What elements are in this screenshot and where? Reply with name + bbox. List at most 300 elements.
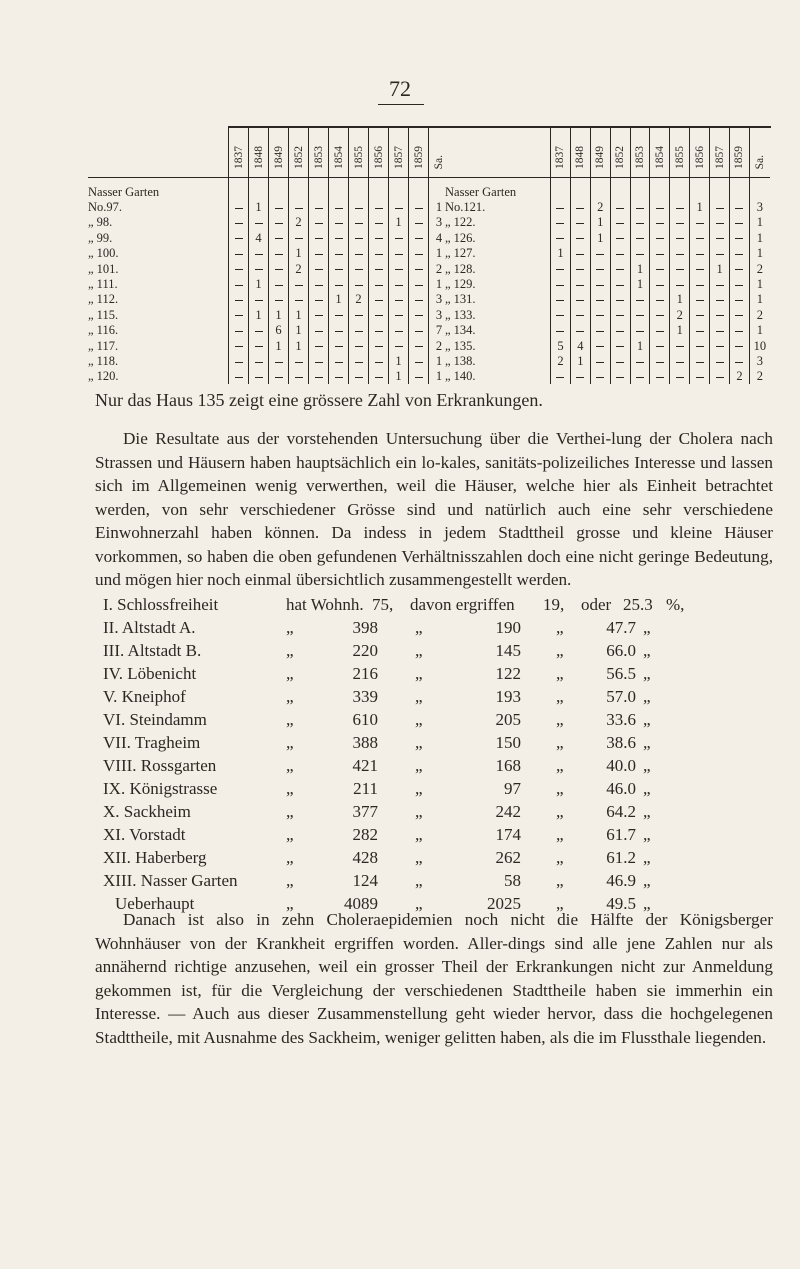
- dash-mark: [716, 377, 724, 378]
- dash-mark: [395, 238, 403, 239]
- case-count: [269, 276, 289, 291]
- dash-mark: [255, 223, 263, 224]
- dash-mark: [676, 346, 684, 347]
- table-title: Nasser Garten: [445, 184, 517, 199]
- year-header: [630, 127, 650, 178]
- dash-mark: [716, 300, 724, 301]
- district-name: VI. Steindamm: [103, 710, 207, 729]
- case-count: [309, 307, 329, 322]
- year-header: [249, 127, 269, 178]
- case-count: [551, 261, 571, 276]
- table-row: [88, 323, 449, 338]
- district-name: V. Kneiphof: [103, 687, 186, 706]
- dash-mark: [576, 300, 584, 301]
- table-row: [441, 215, 770, 230]
- ditto-mark: „: [556, 710, 564, 729]
- house-number: „ 133.: [445, 307, 476, 322]
- dash-mark: [315, 346, 323, 347]
- table-row: [88, 199, 449, 214]
- case-count: [570, 307, 590, 322]
- case-count: [630, 246, 650, 261]
- dash-mark: [696, 223, 704, 224]
- dash-mark: [576, 238, 584, 239]
- header-corner: [441, 127, 551, 178]
- dash-mark: [375, 362, 383, 363]
- ditto-mark: „: [415, 641, 423, 660]
- house-number: „ 118.: [88, 353, 119, 368]
- house-table-right: [441, 127, 770, 384]
- ditto-mark: „: [556, 779, 564, 798]
- district-name: XI. Vorstadt: [103, 825, 186, 844]
- case-count: [610, 215, 630, 230]
- dash-mark: [355, 362, 363, 363]
- row-sum: 7: [429, 323, 450, 338]
- table-row: [88, 261, 449, 276]
- ditto-mark: „: [286, 710, 294, 729]
- summary-row: [103, 618, 783, 641]
- table-row: [441, 323, 770, 338]
- dash-mark: [556, 223, 564, 224]
- case-count: [349, 246, 369, 261]
- case-count: [710, 369, 730, 384]
- row-sum: 1: [429, 369, 450, 384]
- case-count: 2: [670, 307, 690, 322]
- table-row: [441, 230, 770, 245]
- dash-mark: [315, 331, 323, 332]
- dash-mark: [315, 285, 323, 286]
- ditto-mark: „: [286, 825, 294, 844]
- dash-mark: [716, 315, 724, 316]
- table-title-row: [88, 178, 449, 200]
- case-count: [630, 199, 650, 214]
- case-count: [630, 307, 650, 322]
- dash-mark: [656, 346, 664, 347]
- case-count: 1: [329, 292, 349, 307]
- house-total: 610: [352, 710, 378, 729]
- house-number: „ 120.: [88, 369, 119, 384]
- case-count: [730, 323, 750, 338]
- case-count: [670, 215, 690, 230]
- case-count: 1: [289, 246, 309, 261]
- dash-mark: [255, 269, 263, 270]
- sum-header: [749, 127, 770, 178]
- dash-mark: [355, 254, 363, 255]
- dash-mark: [375, 285, 383, 286]
- dash-mark: [395, 315, 403, 316]
- table-row: [88, 215, 449, 230]
- year-label: 1859: [412, 146, 425, 169]
- dash-mark: [235, 208, 243, 209]
- case-count: 1: [710, 261, 730, 276]
- row-sum: 1: [429, 199, 450, 214]
- house-total: 216: [352, 664, 378, 683]
- dash-mark: [716, 346, 724, 347]
- case-count: [610, 353, 630, 368]
- case-count: 2: [730, 369, 750, 384]
- case-count: [289, 230, 309, 245]
- dash-mark: [415, 362, 423, 363]
- year-label: 1856: [372, 146, 385, 169]
- dash-mark: [275, 377, 283, 378]
- ditto-mark: „: [286, 802, 294, 821]
- dash-mark: [656, 315, 664, 316]
- ditto-mark: „: [643, 618, 651, 637]
- case-count: [249, 292, 269, 307]
- house-number: „ 140.: [445, 369, 476, 384]
- case-count: [349, 338, 369, 353]
- dash-mark: [576, 315, 584, 316]
- case-count: [309, 338, 329, 353]
- case-count: [289, 292, 309, 307]
- year-header: [570, 127, 590, 178]
- table-row: [441, 338, 770, 353]
- dash-mark: [275, 223, 283, 224]
- dash-mark: [235, 300, 243, 301]
- year-label: 1837: [554, 146, 567, 169]
- house-affected: 190: [495, 618, 521, 637]
- house-number: No.121.: [445, 200, 486, 215]
- house-number: „ 138.: [445, 353, 476, 368]
- summary-row: [103, 710, 783, 733]
- district-name: IV. Löbenicht: [103, 664, 197, 683]
- dash-mark: [275, 362, 283, 363]
- dash-mark: [616, 377, 624, 378]
- ditto-mark: „: [286, 871, 294, 890]
- dash-mark: [636, 315, 644, 316]
- case-count: [650, 276, 670, 291]
- case-count: [570, 261, 590, 276]
- dash-mark: [735, 346, 743, 347]
- case-count: [409, 338, 429, 353]
- ditto-mark: „: [643, 871, 651, 890]
- dash-mark: [355, 223, 363, 224]
- case-count: 1: [289, 323, 309, 338]
- house-total: 75,: [372, 595, 394, 614]
- dash-mark: [656, 362, 664, 363]
- case-count: [610, 307, 630, 322]
- page-number: 72: [389, 76, 411, 101]
- dash-mark: [596, 331, 604, 332]
- case-count: [369, 323, 389, 338]
- empty-cell: [551, 178, 571, 200]
- dash-mark: [255, 346, 263, 347]
- house-affected: 168: [495, 756, 521, 775]
- dash-mark: [335, 208, 343, 209]
- case-count: [329, 353, 349, 368]
- row-sum: 4: [429, 230, 450, 245]
- case-count: [690, 276, 710, 291]
- case-count: [329, 199, 349, 214]
- dash-mark: [656, 254, 664, 255]
- row-sum: 10: [749, 338, 770, 353]
- ditto-mark: „: [643, 641, 651, 660]
- house-number: „ 116.: [88, 323, 119, 338]
- dash-mark: [335, 377, 343, 378]
- dash-mark: [315, 254, 323, 255]
- ditto-mark: „: [286, 618, 294, 637]
- year-header: [710, 127, 730, 178]
- dash-mark: [676, 254, 684, 255]
- case-count: 1: [269, 307, 289, 322]
- empty-cell: [369, 178, 389, 200]
- case-count: [690, 338, 710, 353]
- dash-mark: [616, 362, 624, 363]
- dash-mark: [735, 238, 743, 239]
- percentage: 25.3: [623, 595, 653, 614]
- case-count: [389, 323, 409, 338]
- case-count: 6: [269, 323, 289, 338]
- dash-mark: [576, 269, 584, 270]
- dash-mark: [315, 315, 323, 316]
- house-number: „ 115.: [88, 307, 119, 322]
- ditto-mark: „: [415, 802, 423, 821]
- case-count: [690, 323, 710, 338]
- dash-mark: [696, 238, 704, 239]
- percentage: 47.7: [606, 618, 636, 637]
- summary-row: [103, 779, 783, 802]
- dash-mark: [355, 331, 363, 332]
- case-count: 4: [570, 338, 590, 353]
- case-count: 1: [389, 215, 409, 230]
- dash-mark: [335, 223, 343, 224]
- table-note: Nur das Haus 135 zeigt eine grössere Zahl von Erkrankungen.: [95, 390, 543, 410]
- case-count: [369, 369, 389, 384]
- dash-mark: [556, 269, 564, 270]
- dash-mark: [716, 362, 724, 363]
- ditto-mark: „: [286, 779, 294, 798]
- dash-mark: [375, 269, 383, 270]
- district-name: XII. Haberberg: [103, 848, 207, 867]
- dash-mark: [616, 331, 624, 332]
- case-count: [670, 353, 690, 368]
- percentage: 40.0: [606, 756, 636, 775]
- case-count: [610, 230, 630, 245]
- dash-mark: [735, 208, 743, 209]
- dash-mark: [375, 238, 383, 239]
- table-row: [88, 230, 449, 245]
- house-number: „ 99.: [88, 230, 113, 245]
- case-count: [710, 246, 730, 261]
- empty-cell: [229, 178, 249, 200]
- dash-mark: [616, 238, 624, 239]
- ditto-mark: „: [286, 641, 294, 660]
- case-count: [329, 338, 349, 353]
- house-affected: 2025: [487, 894, 521, 913]
- dash-mark: [275, 238, 283, 239]
- case-count: [309, 323, 329, 338]
- dash-mark: [315, 208, 323, 209]
- house-affected: 122: [495, 664, 521, 683]
- house-affected: 58: [504, 871, 521, 890]
- ditto-mark: „: [643, 779, 651, 798]
- ditto-mark: „: [415, 733, 423, 752]
- case-count: [349, 215, 369, 230]
- house-number: „ 98.: [88, 215, 113, 230]
- year-label: 1837: [232, 146, 245, 169]
- house-affected: 242: [495, 802, 521, 821]
- empty-cell: [389, 178, 409, 200]
- dash-mark: [656, 331, 664, 332]
- dash-mark: [596, 377, 604, 378]
- case-count: [349, 353, 369, 368]
- case-count: [249, 369, 269, 384]
- case-count: [551, 199, 571, 214]
- case-count: [369, 353, 389, 368]
- dash-mark: [415, 346, 423, 347]
- dash-mark: [656, 269, 664, 270]
- dash-mark: [295, 300, 303, 301]
- house-total: 211: [353, 779, 378, 798]
- sum-label: Sa.: [753, 154, 766, 169]
- case-count: [249, 215, 269, 230]
- row-sum: 1: [749, 276, 770, 291]
- case-count: 5: [551, 338, 571, 353]
- ditto-mark: „: [643, 733, 651, 752]
- district-name: III. Altstadt B.: [103, 641, 202, 660]
- case-count: [329, 261, 349, 276]
- case-count: [409, 261, 429, 276]
- case-count: [670, 261, 690, 276]
- row-sum: 3: [429, 215, 450, 230]
- dash-mark: [676, 362, 684, 363]
- case-count: [229, 246, 249, 261]
- summary-row: [103, 871, 783, 894]
- house-number: „ 111.: [88, 277, 118, 292]
- dash-mark: [576, 331, 584, 332]
- case-count: [309, 230, 329, 245]
- case-count: [329, 230, 349, 245]
- text-houses: hat Wohnh.: [286, 595, 364, 614]
- case-count: [610, 276, 630, 291]
- case-count: [590, 323, 610, 338]
- house-total: 428: [352, 848, 378, 867]
- ditto-mark: „: [415, 779, 423, 798]
- case-count: [590, 246, 610, 261]
- dash-mark: [395, 346, 403, 347]
- ditto-mark: „: [556, 825, 564, 844]
- case-count: [670, 338, 690, 353]
- row-sum: 3: [429, 307, 450, 322]
- table-row: [88, 369, 449, 384]
- ditto-mark: „: [556, 894, 564, 913]
- case-count: [369, 215, 389, 230]
- dash-mark: [576, 285, 584, 286]
- ditto-mark: „: [556, 687, 564, 706]
- case-count: [730, 230, 750, 245]
- dash-mark: [636, 331, 644, 332]
- row-sum: 1: [749, 230, 770, 245]
- dash-mark: [295, 208, 303, 209]
- case-count: [409, 369, 429, 384]
- dash-mark: [716, 238, 724, 239]
- case-count: 1: [630, 276, 650, 291]
- ditto-mark: „: [286, 894, 294, 913]
- house-number: „ 122.: [445, 215, 476, 230]
- year-label: 1848: [574, 146, 587, 169]
- dash-mark: [375, 331, 383, 332]
- case-count: [730, 338, 750, 353]
- dash-mark: [596, 254, 604, 255]
- dash-mark: [235, 254, 243, 255]
- year-label: 1852: [614, 146, 627, 169]
- ditto-mark: „: [415, 687, 423, 706]
- dash-mark: [636, 362, 644, 363]
- dash-mark: [656, 377, 664, 378]
- dash-mark: [255, 331, 263, 332]
- empty-cell: [630, 178, 650, 200]
- case-count: [249, 353, 269, 368]
- dash-mark: [616, 208, 624, 209]
- empty-cell: [269, 178, 289, 200]
- dash-mark: [375, 300, 383, 301]
- year-label: 1849: [594, 146, 607, 169]
- case-count: 1: [249, 199, 269, 214]
- summary-row: [103, 687, 783, 710]
- empty-cell: [590, 178, 610, 200]
- dash-mark: [295, 377, 303, 378]
- dash-mark: [656, 223, 664, 224]
- house-table-left: [88, 127, 449, 384]
- dash-mark: [716, 285, 724, 286]
- dash-mark: [395, 300, 403, 301]
- table-row: [88, 276, 449, 291]
- house-total: 398: [352, 618, 378, 637]
- dash-mark: [676, 238, 684, 239]
- case-count: [349, 276, 369, 291]
- dash-mark: [235, 238, 243, 239]
- ditto-mark: „: [286, 687, 294, 706]
- summary-row: [103, 802, 783, 825]
- dash-mark: [576, 377, 584, 378]
- row-sum: 1: [429, 246, 450, 261]
- house-affected: 262: [495, 848, 521, 867]
- ditto-mark: „: [643, 894, 651, 913]
- ditto-mark: „: [415, 756, 423, 775]
- year-label: 1855: [352, 146, 365, 169]
- row-sum: 3: [429, 292, 450, 307]
- year-header: [289, 127, 309, 178]
- row-sum: 2: [429, 338, 450, 353]
- dash-mark: [735, 362, 743, 363]
- ditto-mark: „: [556, 641, 564, 660]
- dash-mark: [395, 269, 403, 270]
- paragraph-conclusion: [95, 908, 773, 1049]
- case-count: [409, 276, 429, 291]
- case-count: 2: [590, 199, 610, 214]
- dash-mark: [576, 208, 584, 209]
- year-header: [369, 127, 389, 178]
- dash-mark: [656, 300, 664, 301]
- case-count: 4: [249, 230, 269, 245]
- case-count: [289, 199, 309, 214]
- dash-mark: [556, 238, 564, 239]
- dash-mark: [315, 223, 323, 224]
- case-count: [690, 292, 710, 307]
- empty-cell: [650, 178, 670, 200]
- case-count: [309, 369, 329, 384]
- case-count: [329, 307, 349, 322]
- table-row: [88, 246, 449, 261]
- percentage: 64.2: [606, 802, 636, 821]
- case-count: [730, 292, 750, 307]
- case-count: [309, 353, 329, 368]
- house-total: 220: [352, 641, 378, 660]
- row-sum: 1: [749, 323, 770, 338]
- dash-mark: [355, 285, 363, 286]
- case-count: [570, 276, 590, 291]
- row-sum: 3: [749, 353, 770, 368]
- case-count: [229, 369, 249, 384]
